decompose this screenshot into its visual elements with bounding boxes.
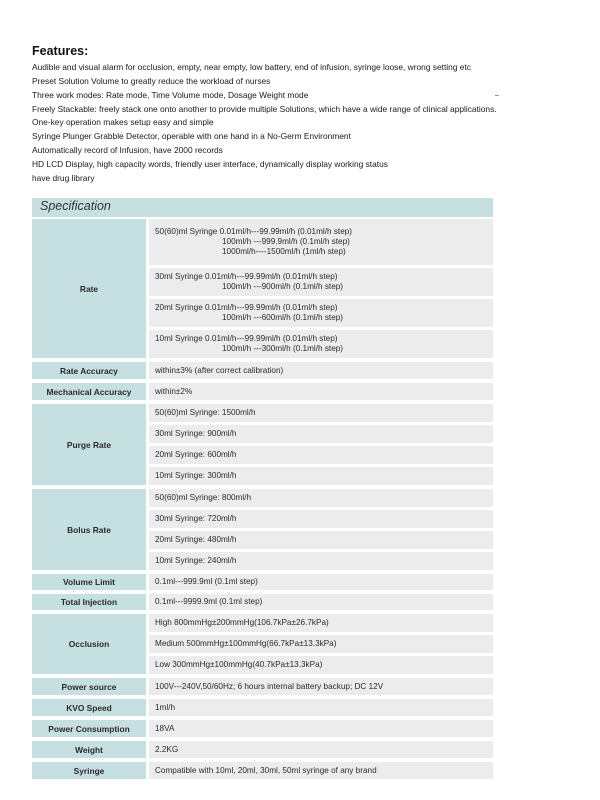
spec-value-line: 1000ml/h----1500ml/h (1ml/h step) xyxy=(222,247,346,256)
spec-row xyxy=(32,762,493,779)
spec-label: Rate xyxy=(32,219,146,358)
spec-row xyxy=(32,699,493,716)
specification-title: Specification xyxy=(40,199,111,213)
spec-label: Total Injection xyxy=(32,594,146,610)
spec-value xyxy=(149,531,493,549)
spec-value-line: 1ml/h xyxy=(155,702,176,712)
spec-value-line: 20ml Syringe: 600ml/h xyxy=(155,450,237,459)
spec-row xyxy=(32,404,493,485)
feature-item: Preset Solution Volume to greatly reduce the workload of nurses xyxy=(32,75,271,86)
spec-label: Weight xyxy=(32,741,146,758)
spec-value-line: 100ml/h ---600ml/h (0.1ml/h step) xyxy=(222,313,344,322)
spec-value-line: 2.2KG xyxy=(155,744,179,754)
spec-value-line: 10ml Syringe: 300ml/h xyxy=(155,471,237,480)
spec-value xyxy=(149,635,493,653)
spec-value xyxy=(149,574,493,590)
spec-row xyxy=(32,678,493,695)
spec-value xyxy=(149,330,493,358)
spec-value-line: 20ml Syringe 0.01ml/h---99.99ml/h (0.01ml/h step) xyxy=(155,303,338,312)
spec-value xyxy=(149,720,493,737)
spec-label: Power Consumption xyxy=(32,720,146,737)
spec-value-line: Compatible with 10ml, 20ml, 30ml, 50ml syringe of any brand xyxy=(155,765,377,775)
feature-item: have drug library xyxy=(32,172,95,183)
spec-value-line: 50(60)ml Syringe: 1500ml/h xyxy=(155,408,256,417)
spec-label: Rate Accuracy xyxy=(32,362,146,379)
spec-value-line: 100V---240V,50/60Hz; 6 hours internal battery backup; DC 12V xyxy=(155,681,384,691)
spec-value xyxy=(149,219,493,265)
spec-value-line: within±3% (after correct calibration) xyxy=(155,365,284,375)
stray-mark xyxy=(495,95,499,96)
spec-value-line: Medium 500mmHg±100mmHg(66.7kPa±13.3kPa) xyxy=(155,639,337,648)
spec-value xyxy=(149,510,493,528)
spec-row xyxy=(32,720,493,737)
spec-row xyxy=(32,594,493,610)
spec-value-line: 30ml Syringe: 720ml/h xyxy=(155,514,237,523)
spec-value xyxy=(149,489,493,507)
feature-item: One-key operation makes setup easy and simple xyxy=(32,117,214,128)
spec-value-line: 50(60)ml Syringe 0.01ml/h---99.99ml/h (0.01ml/h step) xyxy=(155,227,353,236)
spec-value-line: 20ml Syringe: 480ml/h xyxy=(155,535,237,544)
spec-label: Purge Rate xyxy=(32,404,146,485)
spec-label: Power source xyxy=(32,678,146,695)
spec-value-line: Low 300mmHg±100mmHg(40.7kPa±13.3kPa) xyxy=(155,660,323,669)
spec-value-line: 100ml/h ---900ml/h (0.1ml/h step) xyxy=(222,282,344,291)
spec-value xyxy=(149,594,493,610)
spec-value-line: 30ml Syringe: 900ml/h xyxy=(155,429,237,438)
feature-item: HD LCD Display, high capacity words, friendly user interface, dynamically display working status xyxy=(32,158,388,169)
spec-value xyxy=(149,678,493,695)
spec-value-line: 30ml Syringe 0.01ml/h---99.99ml/h (0.01ml/h step) xyxy=(155,272,338,281)
spec-value xyxy=(149,762,493,779)
spec-value-line: 50(60)ml Syringe: 800ml/h xyxy=(155,493,252,502)
spec-value xyxy=(149,362,493,379)
spec-value-line: 18VA xyxy=(155,723,175,733)
feature-item: Freely Stackable: freely stack one onto another to provide multiple Solutions, which have a wide range of clinical applications. xyxy=(32,103,497,114)
spec-value xyxy=(149,404,493,422)
spec-row xyxy=(32,362,493,379)
spec-row xyxy=(32,574,493,590)
spec-row xyxy=(32,614,493,674)
spec-value xyxy=(149,467,493,485)
feature-item: Three work modes: Rate mode, Time Volume mode, Dosage Weight mode xyxy=(32,89,309,100)
spec-value-line: 100ml/h ---300ml/h (0.1ml/h step) xyxy=(222,344,344,353)
spec-value xyxy=(149,552,493,570)
spec-value xyxy=(149,614,493,632)
spec-value xyxy=(149,656,493,674)
spec-value-line: 10ml Syringe: 240ml/h xyxy=(155,556,237,565)
spec-label: Bolus Rate xyxy=(32,489,146,570)
spec-value-line: High 800mmHg±200mmHg(106.7kPa±26.7kPa) xyxy=(155,618,329,627)
specification-header xyxy=(32,198,493,217)
spec-value-line: within±2% xyxy=(155,386,193,396)
spec-value xyxy=(149,383,493,400)
spec-value xyxy=(149,699,493,716)
features-title: Features: xyxy=(32,44,89,58)
spec-value xyxy=(149,741,493,758)
feature-item: Audible and visual alarm for occlusion, empty, near empty, low battery, end of infusion, syringe loose, wrong setting etc xyxy=(32,62,471,72)
spec-label: KVO Speed xyxy=(32,699,146,716)
spec-label: Occlusion xyxy=(32,614,146,674)
feature-list xyxy=(32,61,592,186)
spec-value-line: 0.1ml---9999.9ml (0.1ml step) xyxy=(155,597,263,606)
spec-value xyxy=(149,299,493,327)
spec-label: Syringe xyxy=(32,762,146,779)
spec-value xyxy=(149,425,493,443)
spec-row xyxy=(32,383,493,400)
spec-row xyxy=(32,219,493,358)
spec-value-line: 100ml/h ---999.9ml/h (0.1ml/h step) xyxy=(222,237,350,246)
spec-label: Mechanical Accuracy xyxy=(32,383,146,400)
spec-row xyxy=(32,489,493,570)
spec-value xyxy=(149,446,493,464)
spec-label: Volume Limit xyxy=(32,574,146,590)
spec-value xyxy=(149,268,493,296)
spec-row xyxy=(32,741,493,758)
spec-value-line: 10ml Syringe 0.01ml/h---99.99ml/h (0.01ml/h step) xyxy=(155,334,338,343)
feature-item: Automatically record of Infusion, have 2000 records xyxy=(32,145,223,156)
feature-item: Syringe Plunger Grabble Detector, operable with one hand in a No-Germ Environment xyxy=(32,131,351,142)
spec-value-line: 0.1ml---999.9ml (0.1ml step) xyxy=(155,577,258,586)
